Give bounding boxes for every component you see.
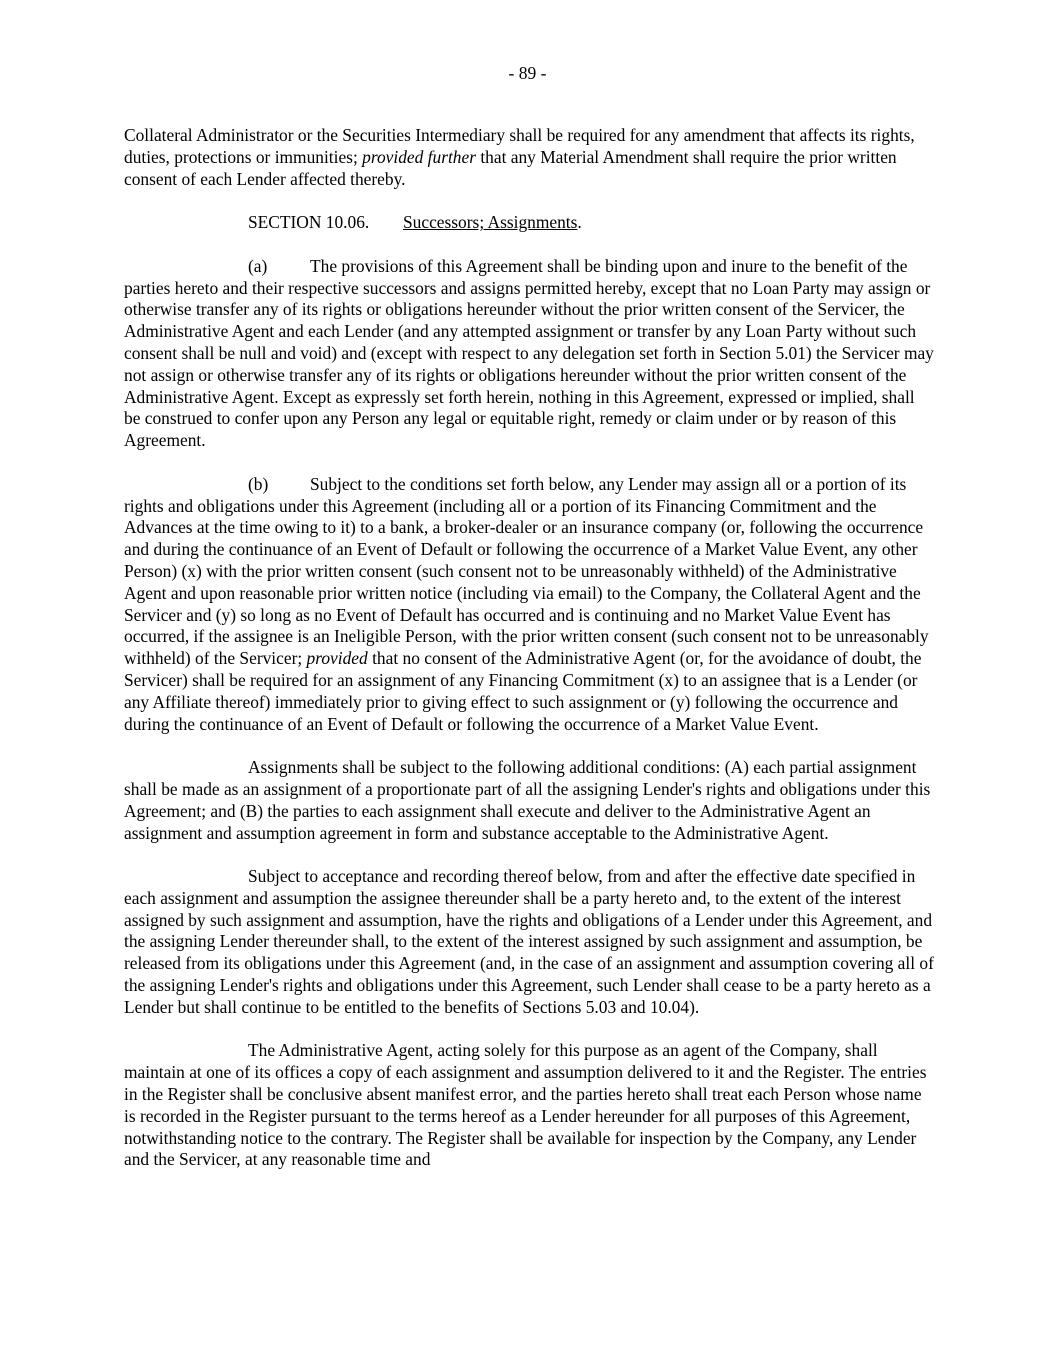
paragraph-a	[124, 256, 934, 452]
italic-term: provided further	[362, 146, 476, 167]
paragraph-acceptance: Subject to acceptance and recording thereof below, from and after the effective date specified in each assignment and assumption the assignee thereunder shall be a party hereto and, to the extent of the interest assigned by such assignment and assumption, have the rights and obligations of a Lender under this Agreement, and the assigning Lender thereunder shall, to the extent of the interest assigned by such assignment and assumption, be released from its obligations under this Agreement (and, in the case of an assignment and assumption covering all of the assigning Lender's rights and obligations under this Agreement, such Lender shall cease to be a party hereto as a Lender but shall continue to be entitled to the benefits of Sections 5.03 and 10.04).	[124, 866, 934, 1017]
paragraph-register: The Administrative Agent, acting solely for this purpose as an agent of the Company, shall maintain at one of its offices a copy of each assignment and assumption delivered to it and the Register. The entries in the Register shall be conclusive absent manifest error, and the parties hereto shall treat each Person whose name is recorded in the Register pursuant to the terms hereof as a Lender hereunder for all purposes of this Agreement, notwithstanding notice to the contrary. The Register shall be available for inspection by the Company, any Lender and the Servicer, at any reasonable time and	[124, 1040, 927, 1170]
section-title-period: .	[577, 212, 582, 233]
paragraph-label: (a)	[248, 255, 268, 276]
paragraph-continuation	[124, 125, 934, 190]
paragraph-b	[124, 474, 934, 736]
document-body	[124, 125, 934, 1193]
paragraph-conditions: Assignments shall be subject to the following additional conditions: (A) each partial assignment shall be made as an assignment of a proportionate part of all the assigning Lender's rights and obligations under this Agreement; and (B) the parties to each assignment shall execute and deliver to the Administrative Agent an assignment and assumption agreement in form and substance acceptable to the Administrative Agent.	[124, 757, 931, 843]
paragraph-label: (b)	[248, 473, 269, 494]
section-number: SECTION 10.06.	[248, 212, 370, 233]
paragraph-text: that no consent of the Administrative Agent (or, for the avoidance of doubt, the Servicer) shall be required for an assignment of any Financing Commitment (x) to an assignee that is a Lender (or any Affiliate thereof) immediately prior to giving effect to such assignment or (y) following the occurrence and during the continuance of an Event of Default or following the occurrence of a Market Value Event.	[124, 648, 922, 734]
section-title: Successors; Assignments	[403, 212, 578, 233]
italic-term: provided	[306, 648, 368, 669]
paragraph-text: that any Material Amendment shall require the prior written consent of each Lender affected thereby.	[124, 146, 897, 189]
page-number: - 89 -	[508, 63, 547, 83]
section-heading	[124, 212, 934, 234]
paragraph-text: Collateral Administrator or the Securities Intermediary shall be required for any amendment that affects its rights, duties, protections or immunities;	[124, 125, 915, 167]
paragraph-text: The provisions of this Agreement shall be binding upon and inure to the benefit of the parties hereto and their respective successors and assigns permitted hereby, except that no Loan Party may assign or otherwise transfer any of its rights or obligations hereunder without the prior written consent of the Servicer, the Administrative Agent and each Lender (and any attempted assignment or transfer by any Loan Party without such consent shall be null and void) and (except with respect to any delegation set forth in Section 5.01) the Servicer may not assign or otherwise transfer any of its rights or obligations hereunder without the prior written consent of the Administrative Agent. Except as expressly set forth herein, nothing in this Agreement, expressed or implied, shall be construed to confer upon any Person any legal or equitable right, remedy or claim under or by reason of this Agreement.	[124, 255, 934, 451]
paragraph-text: Subject to the conditions set forth below, any Lender may assign all or a portion of its rights and obligations under this Agreement (including all or a portion of its Financing Commitment and the Advances at the time owing to it) to a bank, a broker-dealer or an insurance company (or, following the occurrence and during the continuance of an Event of Default or following the occurrence of a Market Value Event, any other Person) (x) with the prior written consent (such consent not to be unreasonably withheld) of the Administrative Agent and upon reasonable prior written notice (including via email) to the Company, the Collateral Agent and the Servicer and (y) so long as no Event of Default has occurred and is continuing and no Market Value Event has occurred, if the assignee is an Ineligible Person, with the prior written consent (such consent not to be unreasonably withheld) of the Servicer;	[124, 473, 929, 669]
